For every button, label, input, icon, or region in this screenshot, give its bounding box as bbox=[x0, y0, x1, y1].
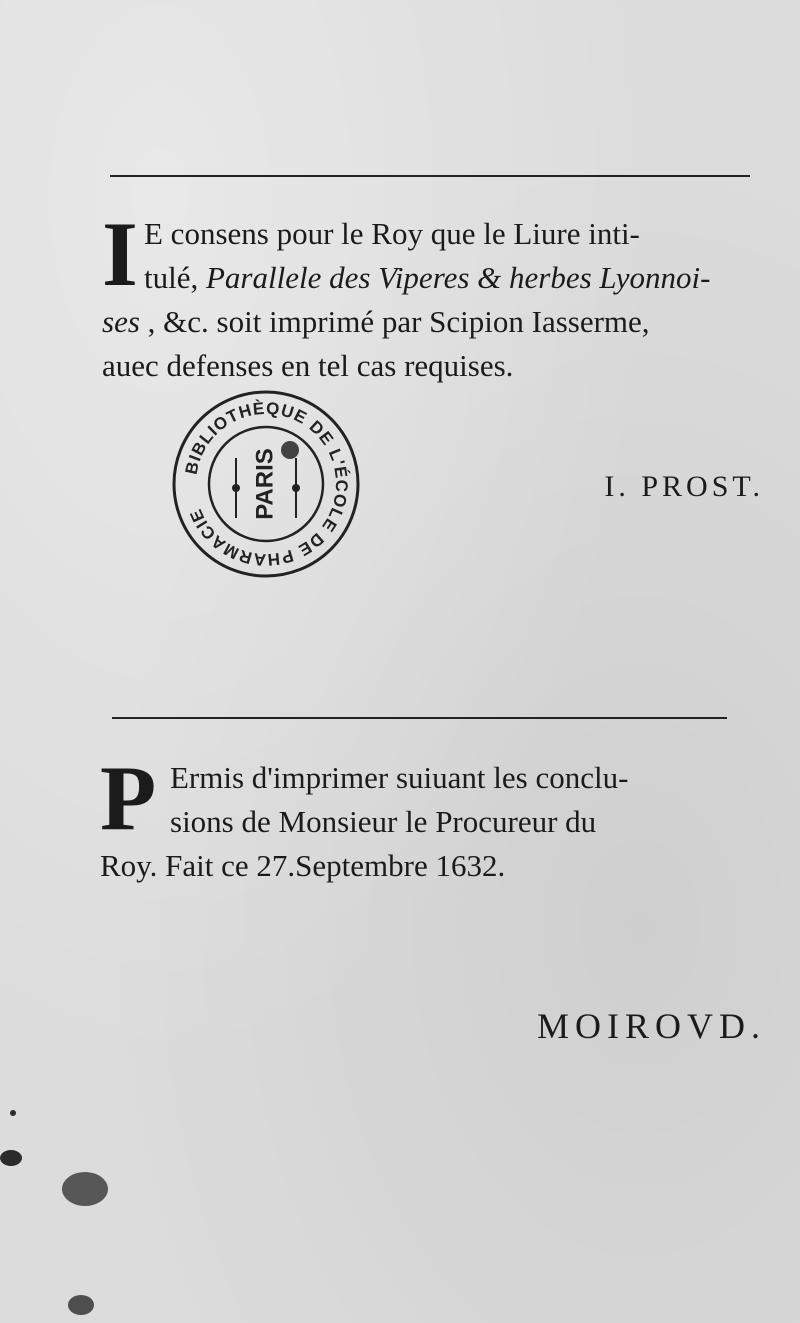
ink-speck bbox=[10, 1110, 16, 1116]
book-title-part-2: ses bbox=[102, 304, 140, 339]
privilege-drop-cap: I bbox=[102, 203, 138, 305]
library-stamp-icon bbox=[170, 388, 362, 580]
top-rule bbox=[110, 175, 750, 177]
privilege-line-1: E consens pour le Roy que le Liure inti- bbox=[144, 216, 640, 251]
middle-rule bbox=[112, 717, 727, 719]
permission-line-3: Roy. Fait ce 27.Septembre 1632. bbox=[100, 848, 506, 883]
privilege-line-2-prefix: tulé, bbox=[144, 260, 206, 295]
permission-paragraph bbox=[100, 747, 770, 888]
book-title-part-1: Parallele des Viperes & herbes Lyonnoi- bbox=[206, 260, 711, 295]
privilege-line-3-rest: , &c. soit imprimé par Scipion Iasserme, bbox=[139, 304, 650, 339]
permission-dropcap-block bbox=[100, 747, 770, 849]
ink-blot bbox=[62, 1172, 108, 1206]
permission-line-2: sions de Monsieur le Procureur du bbox=[170, 804, 597, 839]
permission-line-1: Ermis d'imprimer suiuant les conclu- bbox=[170, 760, 629, 795]
permission-drop-cap: P bbox=[100, 747, 157, 849]
privilege-line-4: auec defenses en tel cas requises. bbox=[102, 348, 514, 383]
stamp-outer-text: BIBLIOTHÈQUE DE L'ÉCOLE DE PHARMACIE bbox=[181, 398, 352, 570]
ink-blot bbox=[0, 1150, 22, 1166]
ink-blot bbox=[68, 1295, 94, 1315]
privilege-signature: I. PROST. bbox=[604, 470, 764, 503]
permission-signature: MOIROVD. bbox=[536, 1006, 766, 1046]
privilege-paragraph bbox=[102, 203, 772, 388]
stamp-center-text: PARIS bbox=[251, 448, 279, 520]
privilege-line-3 bbox=[102, 300, 772, 344]
privilege-line-2 bbox=[144, 256, 710, 300]
privilege-dropcap-block bbox=[102, 203, 772, 305]
